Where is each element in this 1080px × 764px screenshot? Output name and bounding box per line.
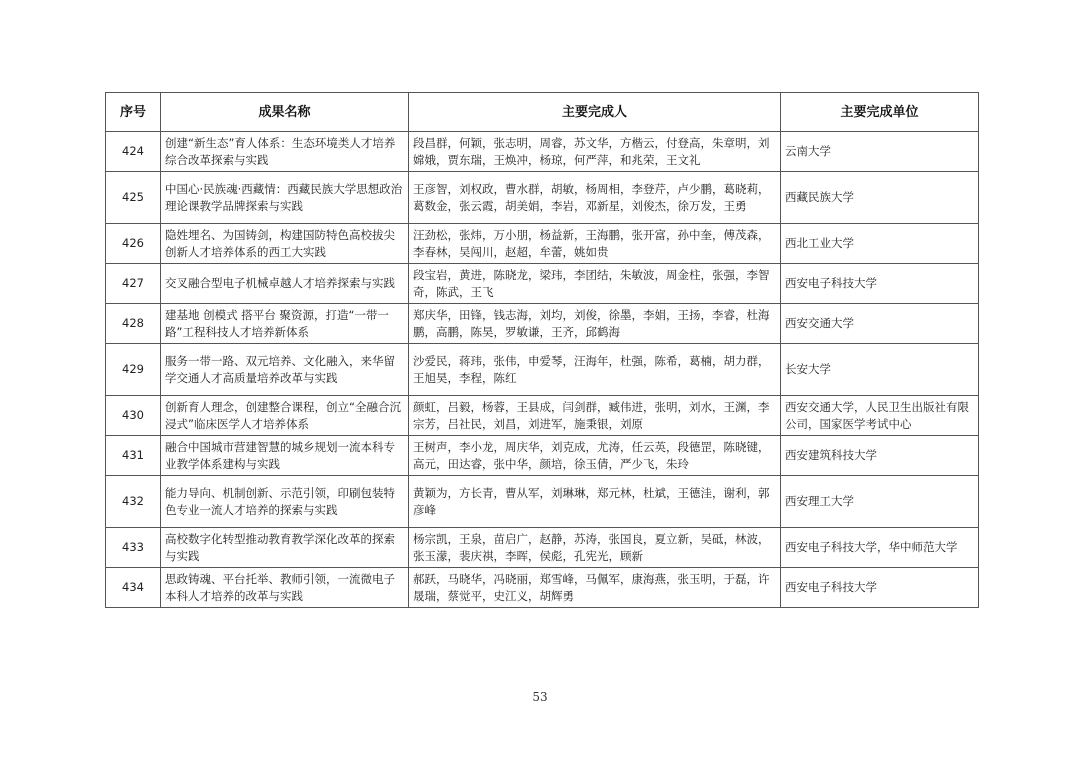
table-row <box>106 568 979 608</box>
header-unit: 主要完成单位 <box>781 93 979 132</box>
page-number: 53 <box>532 690 548 704</box>
table-row <box>106 344 979 396</box>
table-row <box>106 476 979 528</box>
row-name: 创新育人理念，创建整合课程，创立“全融合沉浸式”临床医学人才培养体系 <box>161 396 409 436</box>
row-index: 427 <box>106 264 161 304</box>
table-row <box>106 396 979 436</box>
row-people: 郑庆华，田锋，钱志海，刘均，刘俊，徐墨，李娟，王扬，李睿，杜海鹏，高鹏，陈昊，罗敏谦，王齐，邱鹤海 <box>409 304 781 344</box>
row-index: 429 <box>106 344 161 396</box>
row-unit: 长安大学 <box>781 344 979 396</box>
row-people: 段昌群，何颖，张志明，周睿，苏文华，方楷云，付登高，朱章明，刘嫦娥，贾东瑞，王焕冲，杨琼，何严萍，和兆荣，王文礼 <box>409 132 781 172</box>
row-people: 黄颖为，方长青，曹从军，刘琳琳，郑元林，杜斌，王德洼，谢利，郭彦峰 <box>409 476 781 528</box>
row-unit: 西安交通大学 <box>781 304 979 344</box>
row-people: 段宝岩，黄进，陈晓龙，梁玮，李团结，朱敏波，周金柱，张强，李智奇，陈武，王飞 <box>409 264 781 304</box>
row-name: 服务一带一路、双元培养、文化融入，来华留学交通人才高质量培养改革与实践 <box>161 344 409 396</box>
table-row <box>106 528 979 568</box>
row-index: 425 <box>106 172 161 224</box>
row-name: 中国心·民族魂·西藏情：西藏民族大学思想政治理论课教学品牌探索与实践 <box>161 172 409 224</box>
row-index: 430 <box>106 396 161 436</box>
row-index: 433 <box>106 528 161 568</box>
table-row <box>106 264 979 304</box>
row-people: 郝跃，马晓华，冯晓丽，郑雪峰，马佩军，康海燕，张玉明，于磊，许晟瑞，蔡觉平，史江义，胡辉勇 <box>409 568 781 608</box>
row-people: 王彦智，刘权政，曹水群，胡敏，杨周相，李登芹，卢少鹏，葛晓莉，葛数金，张云霞，胡美娟，李岩，邓新星，刘俊杰，徐万发，王勇 <box>409 172 781 224</box>
row-unit: 西安交通大学，人民卫生出版社有限公司，国家医学考试中心 <box>781 396 979 436</box>
row-index: 431 <box>106 436 161 476</box>
table-header-row <box>106 93 979 132</box>
row-index: 432 <box>106 476 161 528</box>
row-unit: 西安电子科技大学，华中师范大学 <box>781 528 979 568</box>
table-row <box>106 172 979 224</box>
row-people: 杨宗凯，王泉，苗启广，赵静，苏涛，张国良，夏立新，吴砥，林波，张玉濛，裴庆祺，李晖，侯彪，孔宪光，顾新 <box>409 528 781 568</box>
row-index: 426 <box>106 224 161 264</box>
row-unit: 西安建筑科技大学 <box>781 436 979 476</box>
row-unit: 西北工业大学 <box>781 224 979 264</box>
row-unit: 云南大学 <box>781 132 979 172</box>
header-name: 成果名称 <box>161 93 409 132</box>
row-people: 汪劲松，张炜，万小朋，杨益新，王海鹏，张开富，孙中奎，傅茂森，李春林，吴闯川，赵超，牟蕾，姚如贵 <box>409 224 781 264</box>
row-unit: 西安电子科技大学 <box>781 568 979 608</box>
table-body <box>106 132 979 608</box>
row-name: 交叉融合型电子机械卓越人才培养探索与实践 <box>161 264 409 304</box>
table-row <box>106 436 979 476</box>
row-name: 高校数字化转型推动教育教学深化改革的探索与实践 <box>161 528 409 568</box>
row-index: 424 <box>106 132 161 172</box>
row-people: 王树声，李小龙，周庆华，刘克成，尤涛，任云英，段德罡，陈晓键，高元，田达睿，张中华，颜培，徐玉倩，严少飞，朱玲 <box>409 436 781 476</box>
row-name: 创建“新生态”育人体系：生态环境类人才培养综合改革探索与实践 <box>161 132 409 172</box>
row-name: 思政铸魂、平台托举、教师引领，一流微电子本科人才培养的改革与实践 <box>161 568 409 608</box>
row-unit: 西安理工大学 <box>781 476 979 528</box>
row-name: 能力导向、机制创新、示范引领，印刷包装特色专业一流人才培养的探索与实践 <box>161 476 409 528</box>
table-row <box>106 304 979 344</box>
row-index: 428 <box>106 304 161 344</box>
row-people: 颜虹，吕毅，杨蓉，王县成，闫剑群，臧伟进，张明，刘水，王渊，李宗芳，吕社民，刘昌，刘进军，施秉银，刘原 <box>409 396 781 436</box>
row-name: 融合中国城市营建智慧的城乡规划一流本科专业教学体系建构与实践 <box>161 436 409 476</box>
table-row <box>106 224 979 264</box>
row-name: 隐姓埋名、为国铸剑，构建国防特色高校拔尖创新人才培养体系的西工大实践 <box>161 224 409 264</box>
header-people: 主要完成人 <box>409 93 781 132</box>
row-unit: 西藏民族大学 <box>781 172 979 224</box>
header-index: 序号 <box>106 93 161 132</box>
results-table <box>105 92 979 608</box>
row-name: 建基地 创模式 搭平台 聚资源，打造“一带一路”工程科技人才培养新体系 <box>161 304 409 344</box>
row-unit: 西安电子科技大学 <box>781 264 979 304</box>
row-people: 沙爱民，蒋玮，张伟，申爱琴，汪海年，杜强，陈希，葛楠，胡力群，王旭昊，李程，陈红 <box>409 344 781 396</box>
row-index: 434 <box>106 568 161 608</box>
table-row <box>106 132 979 172</box>
